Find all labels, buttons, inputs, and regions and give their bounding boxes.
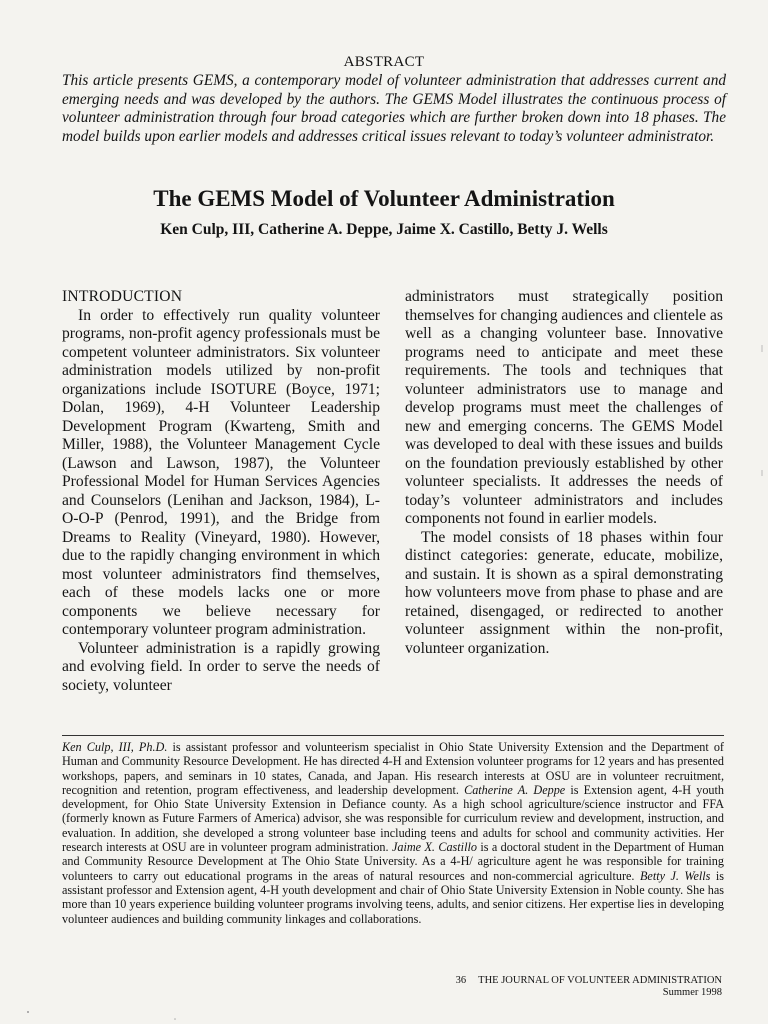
introduction-heading: INTRODUCTION — [62, 288, 183, 305]
footnote-author2-bio: is Extension agent, 4-H youth development, for Ohio State University Extension in Defiance county. As a high school agriculture/science instructor and FFA (formerly known as Future Farmers of America) advisor, she was responsible for curriculum review and development, instruction, and evaluation. In addition, she developed a strong volunteer base including teens and adults for school and community activities. Her research interests at OSU are in volunteer program administration. — [62, 782, 724, 855]
footnote-author1-name: Ken Culp, III, Ph.D. — [62, 740, 168, 754]
article-authors: Ken Culp, III, Catherine A. Deppe, Jaime X. Castillo, Betty J. Wells — [160, 221, 608, 238]
footnote-author1-bio: is assistant professor and volunteerism specialist in Ohio State University Extension and the Department of Human and Community Resource Development. He has directed 4-H and Extension volunteer programs for 12 years and has presented workshops, papers, and seminars in 10 states, Canada, and Japan. His research interests at OSU are in volunteer recruitment, recognition and retention, program effectiveness, and leadership development. — [62, 740, 724, 797]
footnote-author3-bio: is a doctoral student in the Department of Human and Community Resource Development at The Ohio State University. As a 4-H/ agriculture agent he was responsible for training volunteers to carry out educational programs in the areas of natural resources and non-commercial agriculture. — [62, 840, 724, 883]
intro-paragraph-2: Volunteer administration is a rapidly growing and evolving field. In order to serve the needs of society, volunteer — [62, 639, 380, 694]
right-column — [405, 288, 723, 658]
intro-paragraph-2-continued: administrators must strategically position themselves for changing audiences and clientele as well as a changing volunteer base. Innovative programs need to anticipate and meet these requirements. The tools and techniques that volunteer administrators use to manage and develop programs must meet the challenges of new and emerging concerns. The GEMS Model was developed to deal with these issues and builds on the foundation previously established by other volunteer specialists. It addresses the needs of today’s volunteer administrators and includes components not found in earlier models. — [405, 288, 723, 527]
footnote-divider — [62, 735, 724, 736]
abstract-body: This article presents GEMS, a contemporary model of volunteer administration that addresses current and emerging needs and was developed by the authors. The GEMS Model illustrates the continuous process of volunteer administration through four broad categories which are further broken down into 18 phases. The model builds upon earlier models and addresses critical issues relevant to today’s volunteer administrator. — [62, 72, 726, 145]
footnote-author4-bio: is assistant professor and Extension agent, 4-H youth development and chair of Ohio State University Extension in Noble county. She has more than 10 years experience building volunteer programs involving teens, adults, and senior citizens. Her expertise lies in developing volunteer audiences and building community linkages and collaborations. — [62, 868, 725, 926]
page-number: 36 — [455, 975, 467, 986]
footnote-author3-name: Jaime X. Castillo — [391, 840, 477, 855]
issue-season: Summer 1998 — [662, 987, 722, 998]
intro-paragraph-3: The model consists of 18 phases within four distinct categories: generate, educate, mobilize, and sustain. It is shown as a spiral demonstrating how volunteers move from phase to phase and are retained, disengaged, or redirected to another volunteer assignment within the non-profit, volunteer organization. — [405, 528, 723, 657]
left-column — [62, 288, 380, 695]
journal-name: THE JOURNAL OF VOLUNTEER ADMINISTRATION — [478, 975, 722, 986]
article-title: The GEMS Model of Volunteer Administration — [153, 186, 615, 211]
author-footnote — [62, 740, 724, 926]
footnote-author4-name: Betty J. Wells — [639, 868, 711, 883]
abstract-heading: ABSTRACT — [343, 54, 425, 70]
footnote-author2-name: Catherine A. Deppe — [464, 782, 566, 797]
intro-paragraph-1: In order to effectively run quality volunteer programs, non-profit agency professionals must be competent volunteer administrators. Six volunteer administration models utilized by non-profit organizations include ISOTURE (Boyce, 1971; Dolan, 1969), 4-H Volunteer Leadership Development Program (Kwarteng, Smith and Miller, 1988), the Volunteer Management Cycle (Lawson and Lawson, 1987), the Volunteer Professional Model for Human Services Agencies and Counselors (Lenihan and Jackson, 1984), L-O-O-P (Penrod, 1991), and the Bridge from Dreams to Reality (Vineyard, 1980). However, due to the rapidly changing environment in which most volunteer administrators find themselves, each of these models lacks one or more components we believe necessary for contemporary volunteer program administration. — [62, 306, 380, 638]
page-footer — [400, 975, 722, 999]
